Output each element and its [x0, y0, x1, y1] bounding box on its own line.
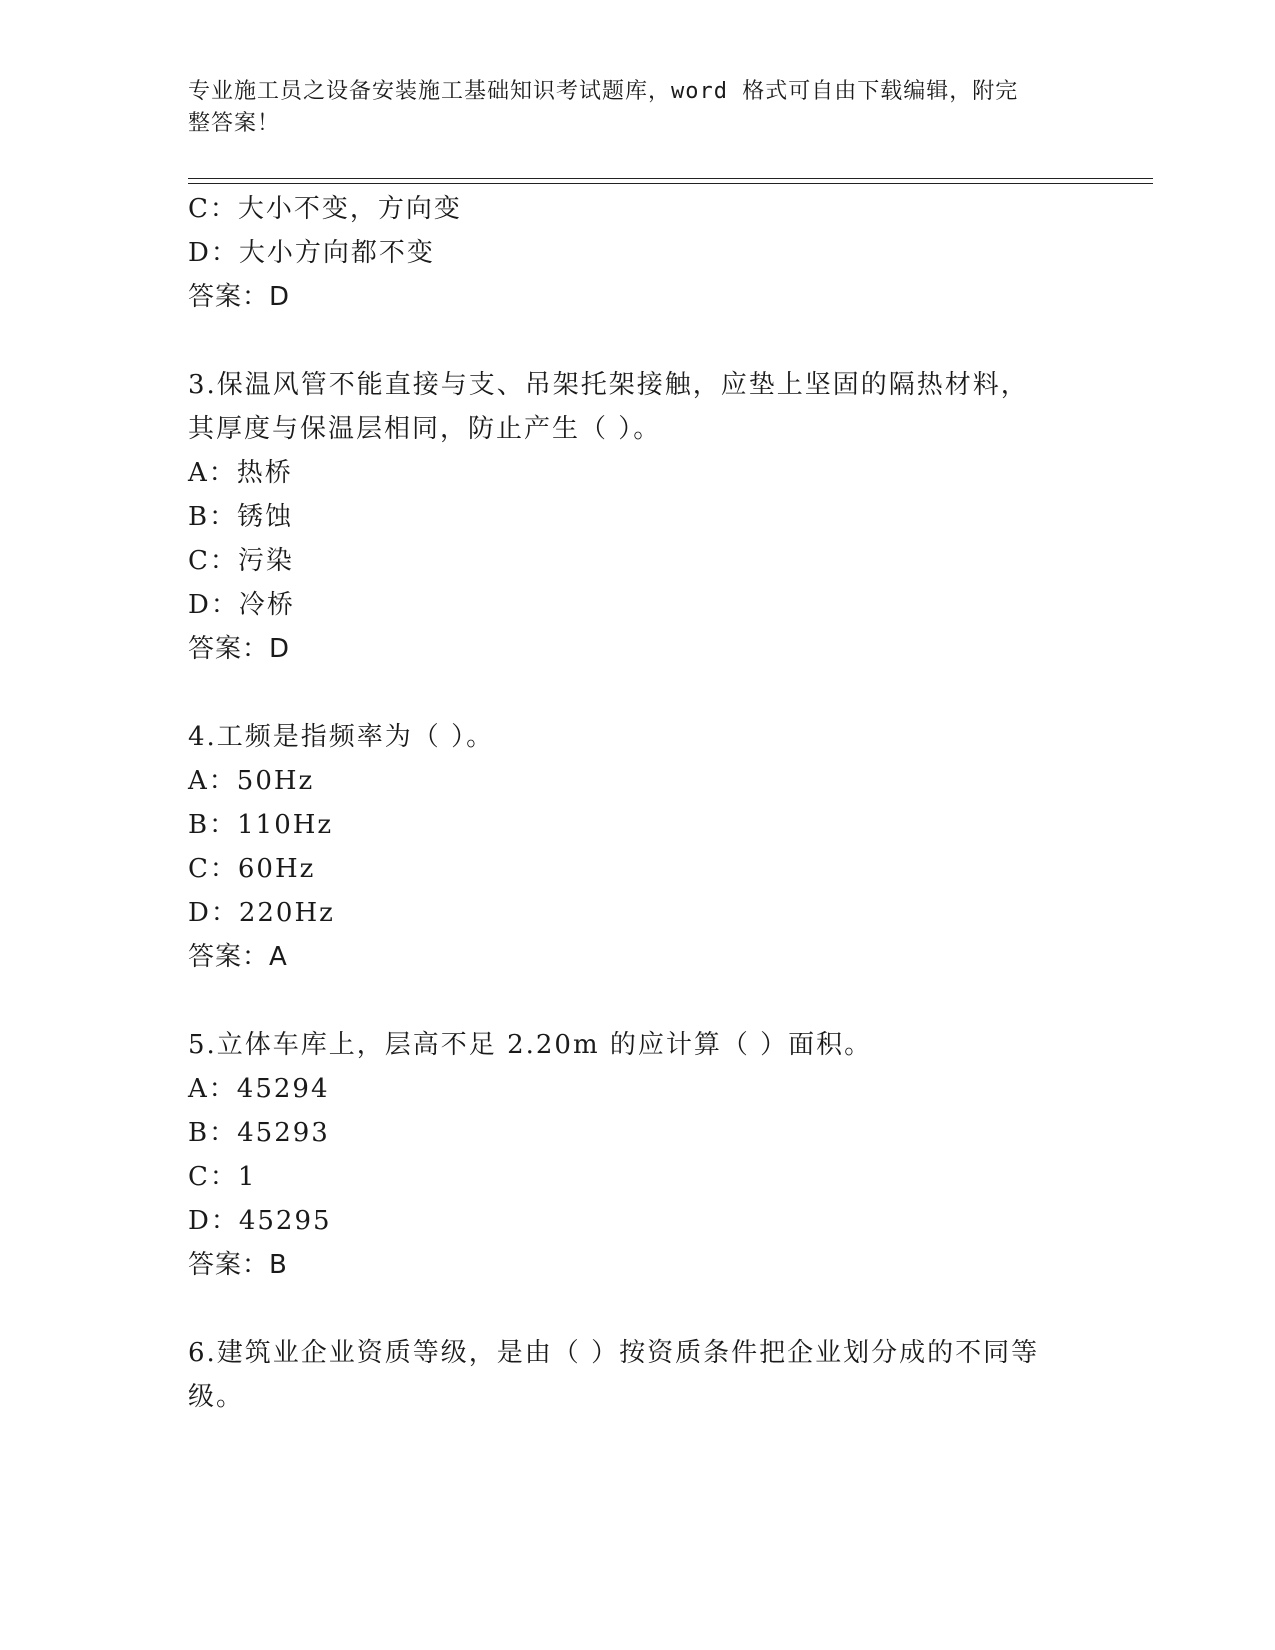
question-3-option-c: C：污染 [188, 546, 294, 576]
question-3-stem-line-2: 其厚度与保温层相同，防止产生（ ）。 [188, 414, 662, 444]
question-5-option-d: D：45295 [188, 1206, 332, 1236]
question-5-stem: 5.立体车库上，层高不足 2.20m 的应计算（ ）面积。 [188, 1030, 873, 1060]
question-6-stem-line-2: 级。 [188, 1382, 245, 1412]
question-5-option-a: A：45294 [188, 1074, 330, 1104]
question-3-answer: 答案：D [188, 634, 291, 664]
header-line-2: 整答案！ [188, 111, 281, 136]
option-d: D：大小方向都不变 [188, 238, 435, 268]
header-divider-top [188, 178, 1153, 179]
question-3-stem-line-1: 3.保温风管不能直接与支、吊架托架接触，应垫上坚固的隔热材料， [188, 370, 1029, 400]
question-3-option-a: A：热桥 [188, 458, 293, 488]
header-line-1: 专业施工员之设备安装施工基础知识考试题库，word 格式可自由下载编辑，附完 [188, 79, 1019, 104]
question-5-answer: 答案：B [188, 1250, 288, 1280]
question-4-answer: 答案：A [188, 942, 288, 972]
question-4-option-b: B：110Hz [188, 810, 334, 840]
question-6-stem-line-1: 6.建筑业企业资质等级，是由（ ）按资质条件把企业划分成的不同等 [188, 1338, 1040, 1368]
question-3-option-d: D：冷桥 [188, 590, 295, 620]
answer-line: 答案：D [188, 282, 291, 312]
question-4-option-c: C：60Hz [188, 854, 316, 884]
question-3-option-b: B：锈蚀 [188, 502, 294, 532]
header-divider-bottom [188, 183, 1153, 184]
question-5-option-b: B：45293 [188, 1118, 330, 1148]
question-4-stem: 4.工频是指频率为（ ）。 [188, 722, 495, 752]
question-4-option-a: A：50Hz [188, 766, 315, 796]
question-5-option-c: C：1 [188, 1162, 257, 1192]
document-header [188, 76, 1068, 140]
option-c: C：大小不变，方向变 [188, 194, 462, 224]
question-4-option-d: D：220Hz [188, 898, 335, 928]
